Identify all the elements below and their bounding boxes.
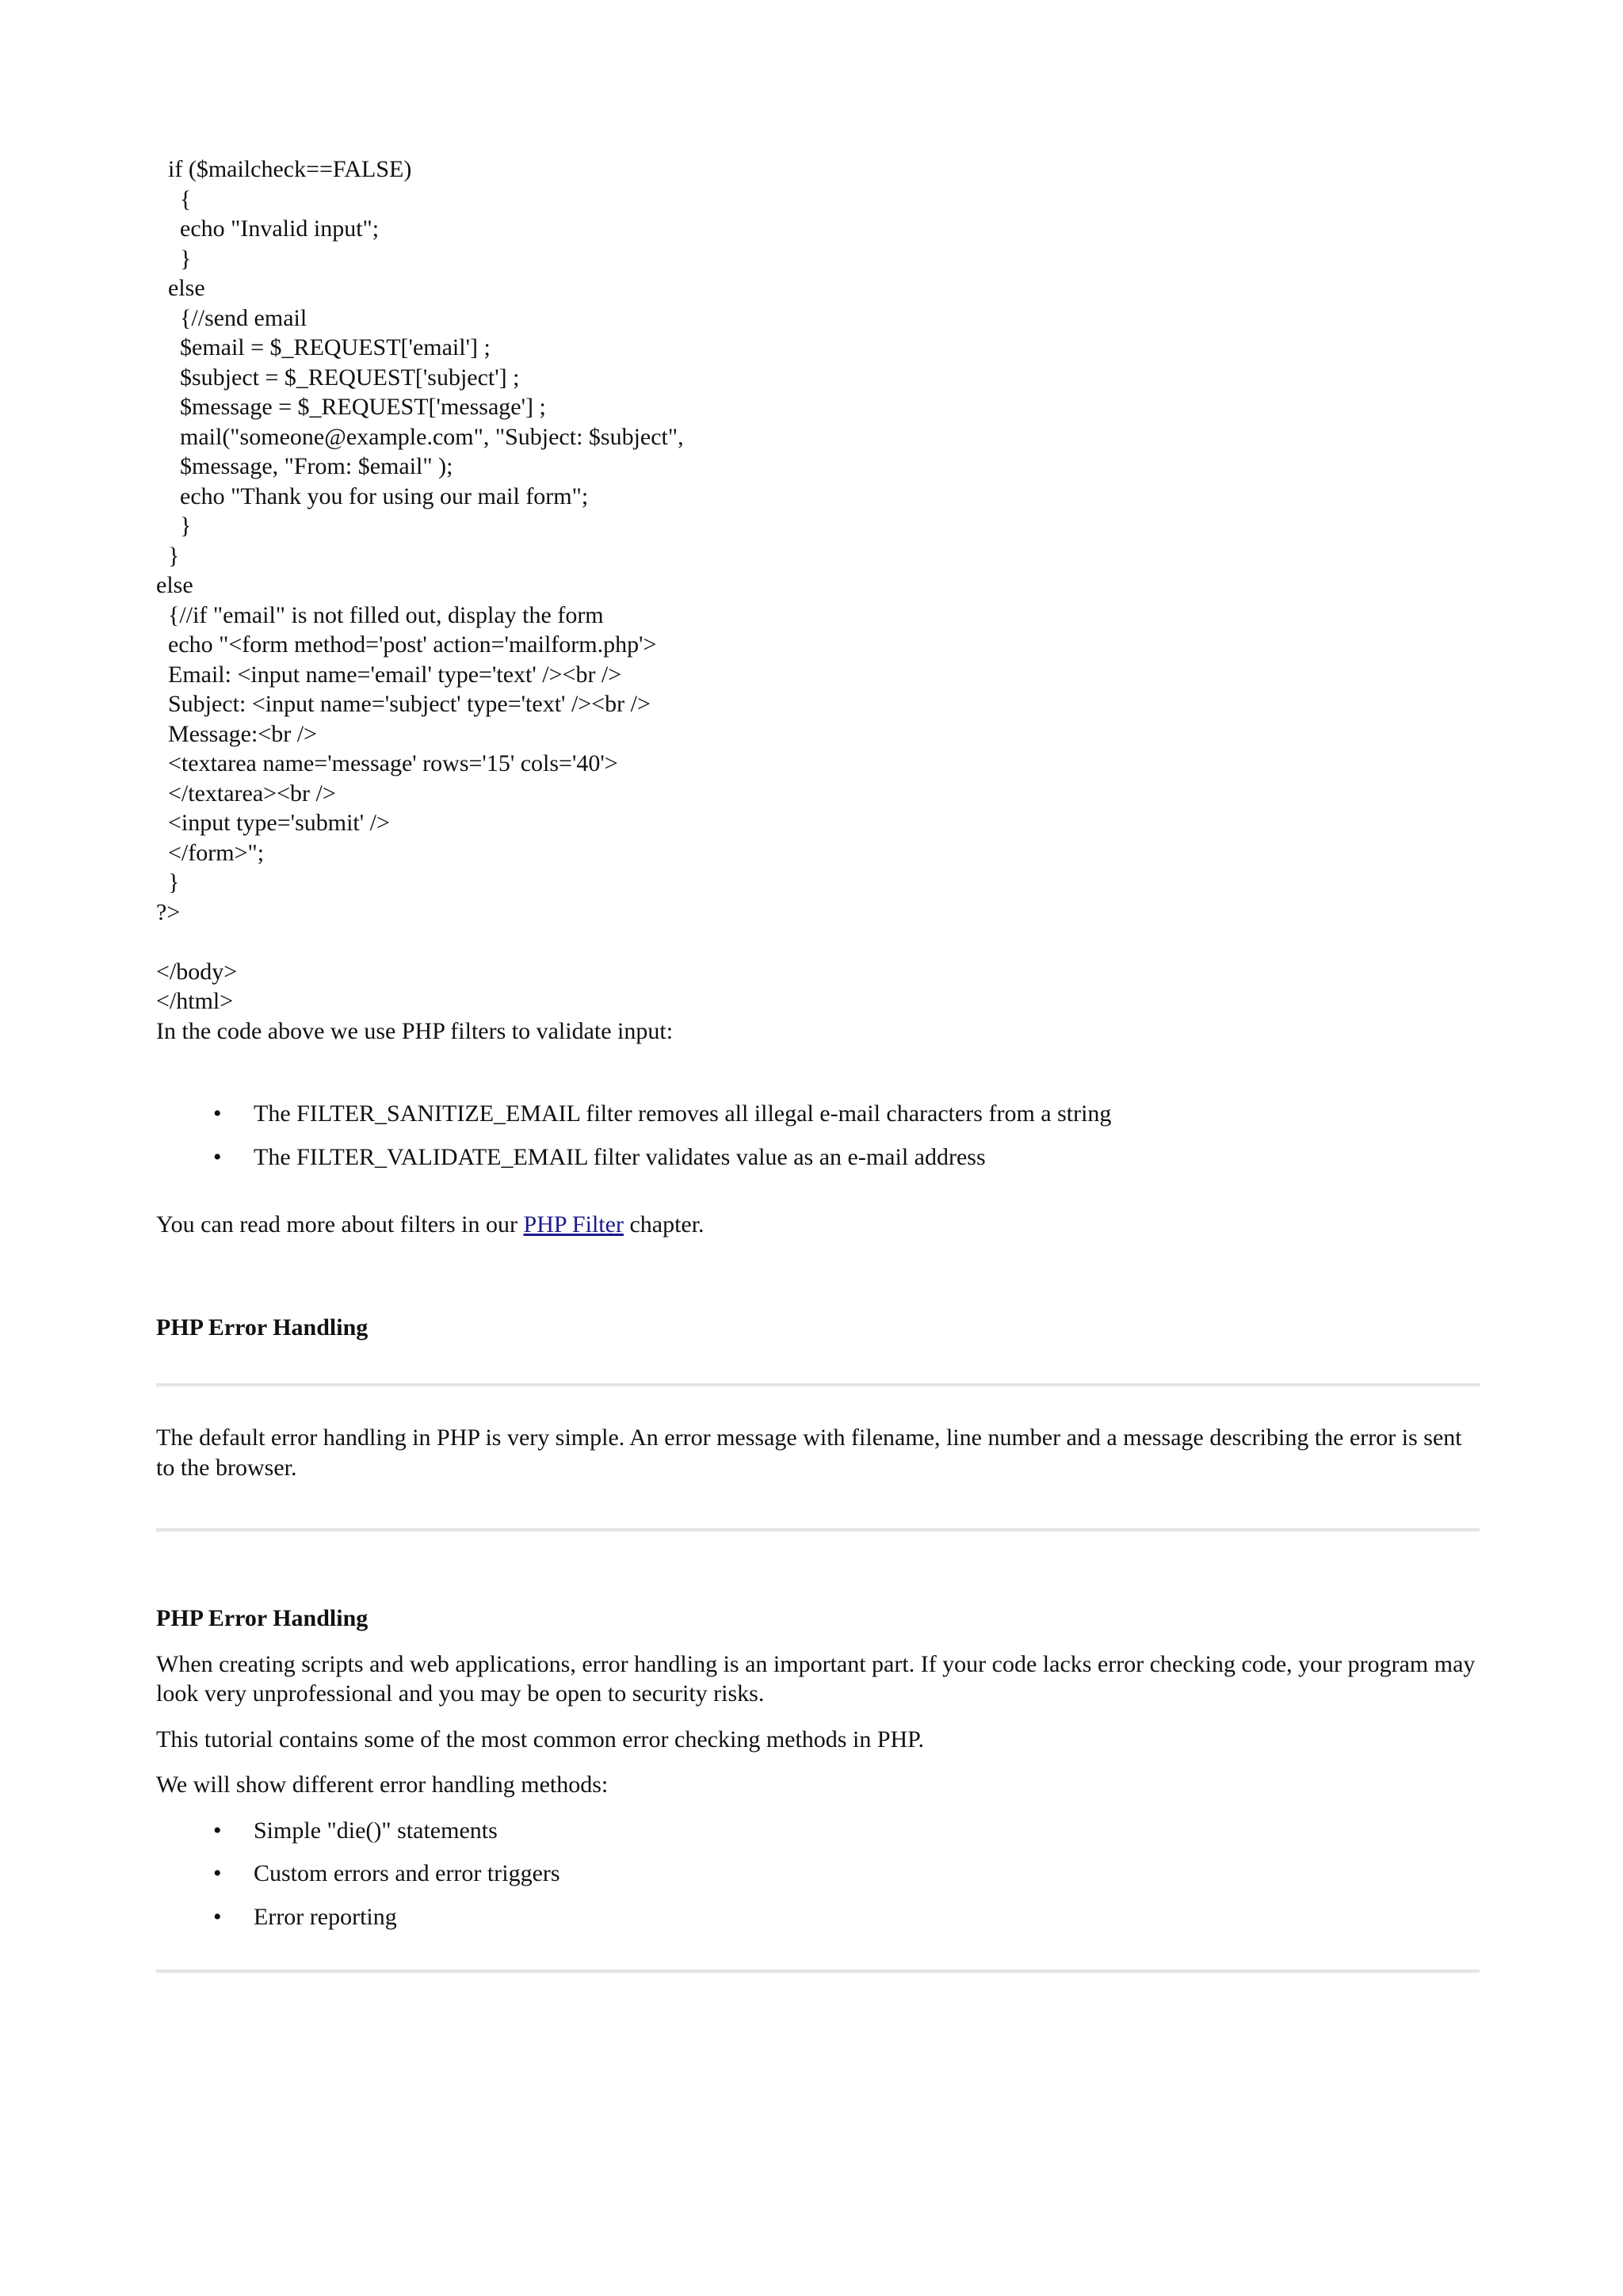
section2-para3: We will show different error handling methods:: [156, 1772, 609, 1798]
read-more-paragraph: [156, 1210, 1480, 1240]
list-item-text: The FILTER_SANITIZE_EMAIL filter removes all illegal e-mail characters from a string: [254, 1100, 1112, 1127]
horizontal-rule: [156, 1528, 1480, 1532]
code-line: [156, 927, 1480, 957]
bullet-glyph: •: [213, 1860, 222, 1886]
code-line: {: [156, 185, 192, 212]
read-more-suffix: chapter.: [623, 1211, 705, 1238]
read-more-prefix: You can read more about filters in our: [156, 1211, 524, 1238]
horizontal-rule: [156, 1970, 1480, 1974]
list-item: [156, 1099, 1480, 1129]
php-filter-link[interactable]: PHP Filter: [523, 1211, 624, 1238]
code-line: }: [156, 869, 180, 895]
code-line: <textarea name='message' rows='15' cols='40'>: [156, 750, 618, 776]
code-line: $message = $_REQUEST['message'] ;: [156, 394, 546, 420]
list-item: [156, 1816, 1480, 1846]
bullet-glyph: •: [213, 1100, 222, 1127]
section2-para2: This tutorial contains some of the most common error checking methods in PHP.: [156, 1726, 925, 1753]
section2-para1: When creating scripts and web applications, error handling is an important part. If your code lacks error checking code, your program may look very unprofessional and you may be open to security risks.: [156, 1650, 1476, 1707]
filters-list: [156, 1099, 1480, 1172]
code-line: <input type='submit' />: [156, 810, 390, 836]
bullet-glyph: •: [213, 1903, 222, 1930]
filters-intro: In the code above we use PHP filters to validate input:: [156, 1017, 674, 1044]
code-line: Subject: <input name='subject' type='text' /><br />: [156, 691, 651, 717]
code-line: $message, "From: $email" );: [156, 453, 453, 479]
code-line: if ($mailcheck==FALSE): [156, 156, 412, 182]
code-line: </body>: [156, 958, 238, 985]
code-line: mail("someone@example.com", "Subject: $subject",: [156, 423, 684, 450]
code-line: echo "Invalid input";: [156, 215, 380, 242]
bullet-glyph: •: [213, 1817, 222, 1844]
list-item: [156, 1902, 1480, 1932]
code-line: }: [156, 542, 180, 569]
bullet-glyph: •: [213, 1143, 222, 1170]
code-line: </form>";: [156, 839, 265, 866]
methods-list: [156, 1816, 1480, 1932]
list-item-text: Error reporting: [254, 1903, 397, 1930]
list-item-text: Custom errors and error triggers: [254, 1860, 560, 1886]
code-block: [156, 154, 1480, 1016]
horizontal-rule: [156, 1383, 1480, 1387]
code-line: ?>: [156, 898, 181, 925]
code-line: else: [156, 275, 205, 301]
section1-text: The default error handling in PHP is very simple. An error message with filename, line number and a message describing the error is sent to the browser.: [156, 1425, 1462, 1481]
list-item-text: Simple "die()" statements: [254, 1817, 498, 1844]
list-item: [156, 1859, 1480, 1889]
code-line: echo "<form method='post' action='mailform.php'>: [156, 631, 657, 658]
code-line: $subject = $_REQUEST['subject'] ;: [156, 364, 520, 391]
code-line: $email = $_REQUEST['email'] ;: [156, 334, 491, 360]
code-line: </html>: [156, 988, 234, 1014]
code-line: }: [156, 245, 192, 272]
code-line: {//if "email" is not filled out, display the form: [156, 601, 604, 628]
code-line: else: [156, 572, 193, 598]
code-line: Email: <input name='email' type='text' /><br />: [156, 661, 622, 688]
code-line: echo "Thank you for using our mail form";: [156, 482, 589, 509]
code-line: {//send email: [156, 304, 307, 331]
section-heading-error-handling-2: PHP Error Handling: [156, 1605, 369, 1631]
code-line: }: [156, 513, 192, 539]
list-item: [156, 1142, 1480, 1173]
list-item-text: The FILTER_VALIDATE_EMAIL filter validates value as an e-mail address: [254, 1143, 986, 1170]
section-heading-error-handling: PHP Error Handling: [156, 1314, 369, 1341]
code-line: Message:<br />: [156, 720, 317, 747]
code-line: </textarea><br />: [156, 780, 336, 807]
document-page: [156, 154, 1480, 1974]
